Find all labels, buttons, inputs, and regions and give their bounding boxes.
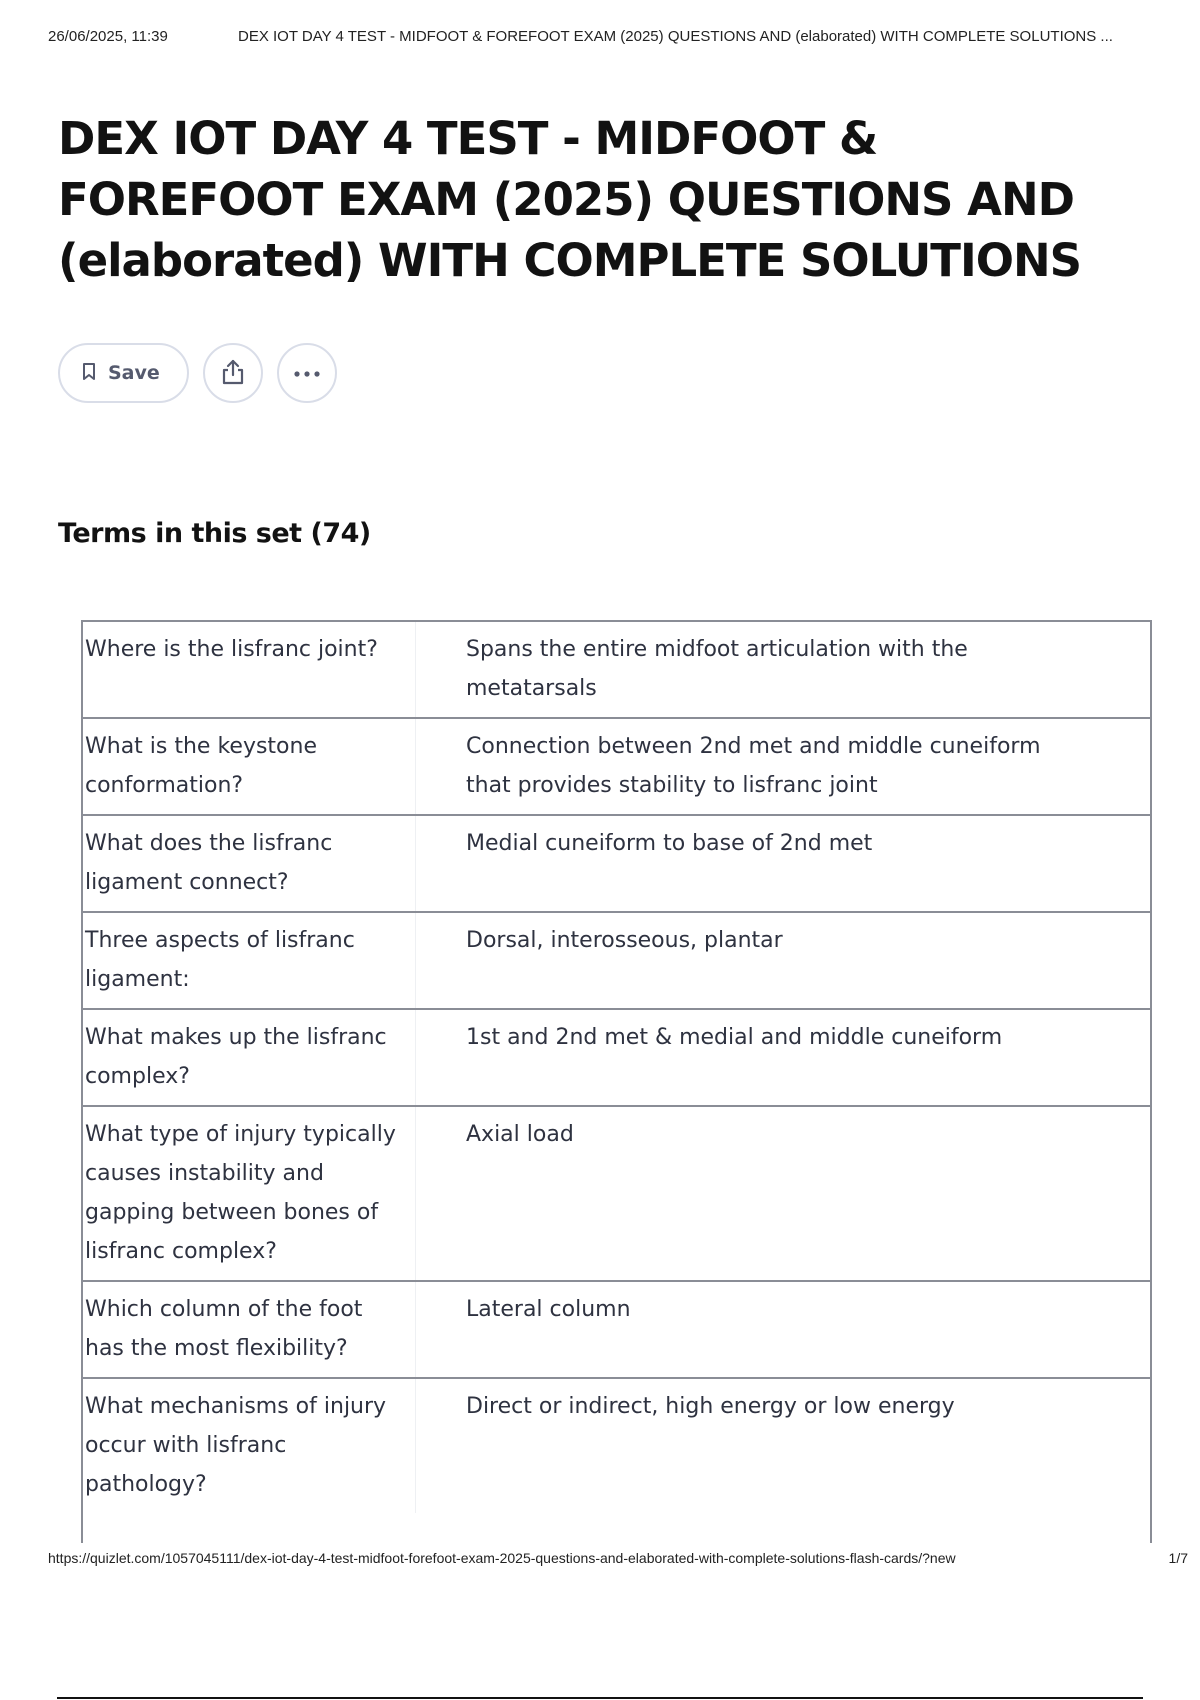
- term-cell: What does the lisfranc ligament connect?: [83, 815, 416, 912]
- print-url: https://quizlet.com/1057045111/dex-iot-day-4-test-midfoot-forefoot-exam-2025-questions-and-elaborated-with-complete-solutions-flash-cards/?new: [48, 1550, 956, 1566]
- terms-table-container: [81, 620, 1152, 1543]
- definition-cell: Axial load: [466, 1122, 574, 1147]
- save-label: Save: [108, 362, 160, 384]
- term-cell: What type of injury typically causes instability and gapping between bones of lisfranc complex?: [83, 1106, 416, 1281]
- terms-heading: Terms in this set (74): [58, 518, 371, 549]
- term-cell: What is the keystone conformation?: [83, 718, 416, 815]
- page-number: 1/7: [1168, 1550, 1188, 1566]
- table-row: [83, 815, 1150, 912]
- more-button[interactable]: [277, 343, 337, 403]
- definition-cell: Connection between 2nd met and middle cuneiform that provides stability to lisfranc joint: [466, 734, 1041, 798]
- page-title: DEX IOT DAY 4 TEST - MIDFOOT & FOREFOOT EXAM (2025) QUESTIONS AND (elaborated) WITH COMPLETE SOLUTIONS: [58, 112, 1082, 287]
- definition-cell: Lateral column: [466, 1297, 631, 1322]
- definition-cell: Dorsal, interosseous, plantar: [466, 928, 783, 953]
- term-cell: What mechanisms of injury occur with lisfranc pathology?: [83, 1378, 416, 1513]
- print-header: [48, 28, 1176, 52]
- definition-cell: Medial cuneiform to base of 2nd met: [466, 831, 873, 856]
- term-cell: What makes up the lisfranc complex?: [83, 1009, 416, 1106]
- term-cell: Three aspects of lisfranc ligament:: [83, 912, 416, 1009]
- table-row: [83, 1281, 1150, 1378]
- terms-table: [83, 620, 1150, 1513]
- share-icon: [220, 358, 246, 389]
- print-datetime: 26/06/2025, 11:39: [48, 28, 168, 45]
- table-row: [83, 718, 1150, 815]
- table-row: [83, 1378, 1150, 1513]
- bottom-divider: [57, 1697, 1143, 1699]
- term-cell: Where is the lisfranc joint?: [83, 621, 416, 718]
- share-button[interactable]: [203, 343, 263, 403]
- table-row: [83, 912, 1150, 1009]
- definition-cell: Spans the entire midfoot articulation with the metatarsals: [466, 637, 968, 701]
- table-row: [83, 1009, 1150, 1106]
- table-row: [83, 621, 1150, 718]
- action-bar: [58, 343, 351, 403]
- term-cell: Which column of the foot has the most flexibility?: [83, 1281, 416, 1378]
- save-button[interactable]: [58, 343, 189, 403]
- print-doc-title: DEX IOT DAY 4 TEST - MIDFOOT & FOREFOOT EXAM (2025) QUESTIONS AND (elaborated) WITH COMPLETE SOLUTIONS ...: [238, 28, 1113, 45]
- definition-cell: Direct or indirect, high energy or low energy: [466, 1394, 955, 1419]
- definition-cell: 1st and 2nd met & medial and middle cuneiform: [466, 1025, 1003, 1050]
- table-row: [83, 1106, 1150, 1281]
- bookmark-icon: [82, 362, 96, 384]
- print-footer: [48, 1550, 1188, 1572]
- more-icon: [293, 366, 321, 381]
